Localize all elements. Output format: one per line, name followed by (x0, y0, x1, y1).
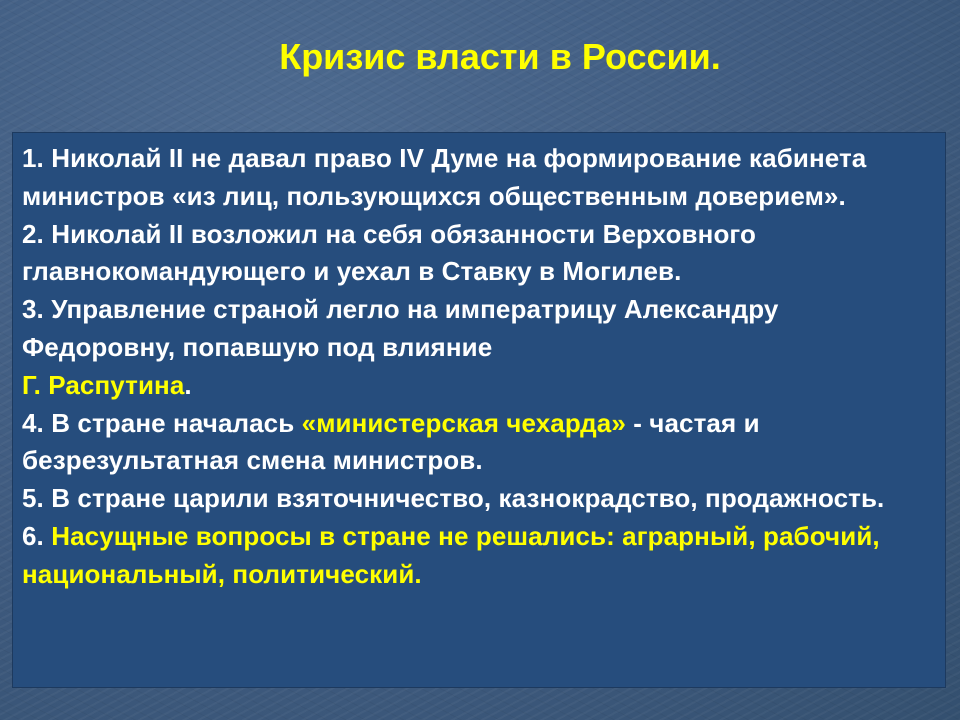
item-text: 2. Николай II возложил на себя обязанности Верховного главнокомандующего и уехал в Ставку в Могилев. (22, 218, 756, 287)
item-text: 3. Управление страной легло на императрицу Александру Федоровну, попавшую под влияние (22, 294, 779, 362)
item-text-end: . (184, 369, 192, 400)
item-text: 6. (22, 520, 52, 551)
list-item-4 (22, 405, 937, 481)
item-highlight: Насущные вопросы в стране не решались: аграрный, рабочий, национальный, политический. (22, 520, 880, 589)
list-item-6 (22, 518, 937, 594)
list-item-3 (22, 291, 937, 404)
item-highlight: «министерская чехарда» (301, 407, 626, 438)
list-item-1 (22, 140, 937, 216)
item-text-end: - частая и безрезультатная смена министров. (22, 407, 760, 476)
content-list (22, 140, 937, 594)
item-highlight: Г. Распутина (22, 369, 185, 400)
item-text: 4. В стране началась (22, 407, 302, 438)
list-item-5 (22, 480, 937, 518)
item-text: 1. Николай II не давал право IV Думе на формирование кабинета министров «из лиц, пользующихся общественным доверием». (22, 143, 867, 211)
list-item-2 (22, 216, 937, 292)
slide-title: Кризис власти в России. (279, 36, 721, 77)
item-text: 5. В стране царили взяточничество, казнокрадство, продажность. (22, 483, 885, 514)
